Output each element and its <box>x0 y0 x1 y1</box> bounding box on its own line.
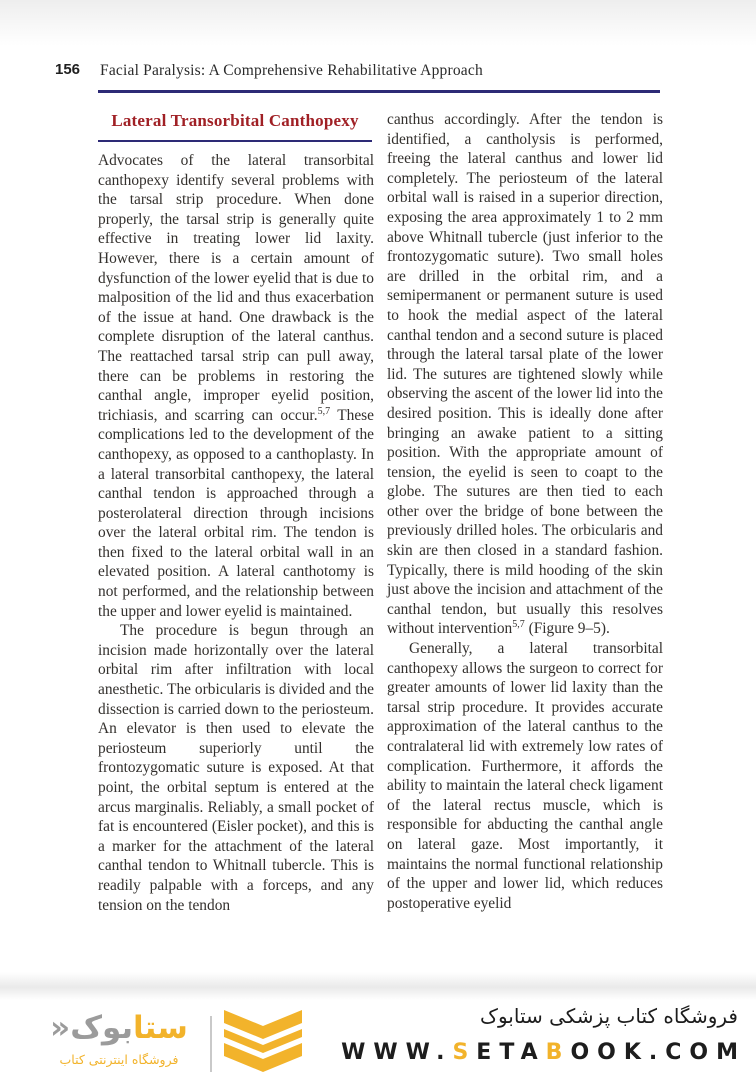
right-column <box>387 110 663 913</box>
website-url <box>341 1040 746 1065</box>
paragraph: Advocates of the lateral transorbital canthopexy identify several problems with the tarsal strip procedure. When done properly, the tarsal strip is generally quite effective in treating lower lid laxity. However, there is a certain amount of dysfunction of the lower eyelid that is due to malposition of the lid and thus exacerbation of the issue at hand. One drawback is the complete disruption of the lateral canthus. The reattached tarsal strip can pull away, there can be problems in restoring the canthal angle, improper eyelid position, trichiasis, and scarring can occur.$^{5,7}$ These complications led to the development of the canthopexy, as opposed to a canthoplasty. In a lateral transorbital canthopexy, the lateral canthal tendon is approached through a posterolateral direction through incisions over the lateral orbital rim. The tendon is then fixed to the lateral orbital wall in an elevated position. A lateral canthotomy is not performed, and the relationship between the upper and lower eyelid is maintained. <box>98 152 374 620</box>
triple-chevron-down-icon <box>224 1010 302 1076</box>
page-number: 156 <box>55 61 81 78</box>
header-rule <box>98 90 660 93</box>
running-title: Facial Paralysis: A Comprehensive Rehabilitative Approach <box>100 62 483 79</box>
footnote-reference: 5,7 <box>317 405 331 417</box>
url-segment: WWW. <box>341 1040 453 1065</box>
setabook-logo <box>38 1008 300 1078</box>
wordmark-segment: ستا <box>133 1010 188 1046</box>
logo-divider <box>210 1016 212 1072</box>
paragraph: canthus accordingly. After the tendon is identified, a cantholysis is performed, freeing the lateral canthus and lower lid completely. The periosteum of the lateral orbital wall is raised in a superior direction, exposing the area approximately 1 to 2 mm above Whitnall tubercle (just inferior to the frontozygomatic suture). Two small holes are drilled in the orbital rim, and a semipermanent or permanent suture is used to hook the medial aspect of the lateral canthal tendon and a second suture is placed through the lateral tarsal plate of the lower lid. The sutures are tightened slowly while observing the ascent of the lower lid into the desired position. This is ideally done after bringing an awake patient to a sitting position. With the appropriate amount of tension, the eyelid is seen to coapt to the globe. The sutures are then tied to each other over the bridge of bone between the previously drilled holes. The orbicularis and skin are then closed in a standard fashion. Typically, there is mild hooding of the skin just above the incision and attachment of the canthal tendon, but usually this resolves without intervention$^{5,7}$ (Figure 9–5). <box>387 111 663 638</box>
url-segment: B <box>545 1040 571 1065</box>
url-segment: OOK.COM <box>570 1040 746 1065</box>
wordmark-segment: بوک <box>70 1010 134 1046</box>
footnote-reference: 5,7 <box>512 619 525 631</box>
section-heading: Lateral Transorbital Canthopexy <box>98 111 372 142</box>
left-column <box>98 151 374 915</box>
paragraph: Generally, a lateral transorbital canthopexy allows the surgeon to correct for greater amounts of lower lid laxity than the tarsal strip procedure. It provides accurate approximation of the lateral canthus to the contralateral lid with extremely low rates of complication. Furthermore, it affords the ability to maintain the lateral check ligament of the lateral rectus muscle, which is responsible for abducting the canthal angle on lateral gaze. Most importantly, it maintains the normal functional relationship of the upper and lower lid, which reduces postoperative eyelid <box>387 640 663 912</box>
logo-wordmark <box>38 1008 200 1048</box>
logo-tagline: فروشگاه اینترنتی کتاب <box>59 1052 179 1067</box>
url-segment: S <box>452 1040 477 1065</box>
paragraph: The procedure is begun through an incision made horizontally over the lateral orbital rim after infiltration with local anesthetic. The orbicularis is divided and the dissection is carried down to the periosteum. An elevator is then used to elevate the periosteum superiorly until the frontozygomatic suture is exposed. At that point, the orbital septum is entered at the arcus marginalis. Reliably, a small pocket of fat is encountered (Eisler pocket), and this is a marker for the attachment of the lateral canthal tendon to Whitnall tubercle. This is readily palpable with a forceps, and any tension on the tendon <box>98 622 374 914</box>
url-segment: ETA <box>476 1040 546 1065</box>
wordmark-segment: « <box>50 1010 71 1046</box>
store-name-farsi: فروشگاه کتاب پزشکی ستابوک <box>480 1004 738 1028</box>
